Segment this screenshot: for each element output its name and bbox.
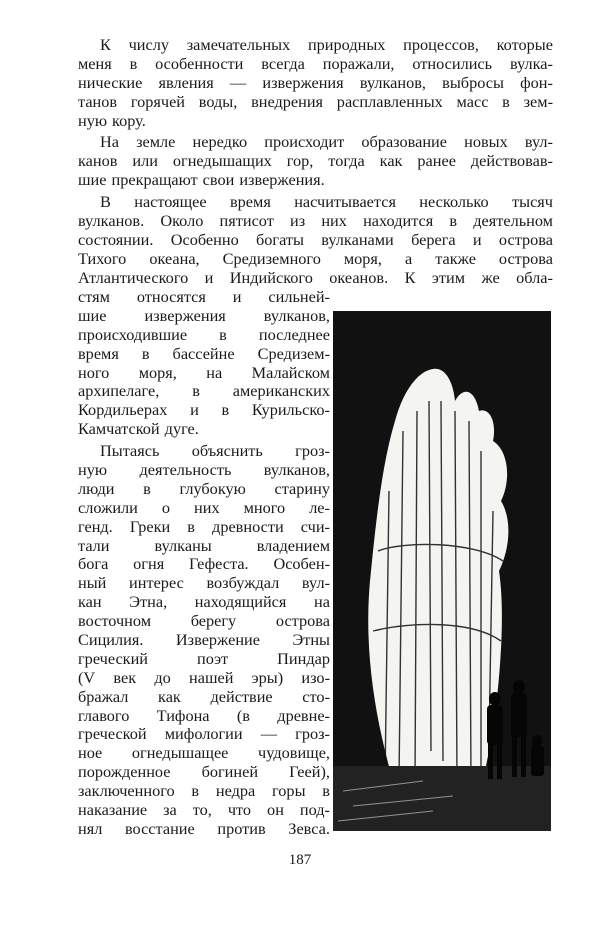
- text-line: ную деятельность вулканов,: [78, 460, 330, 480]
- text-line: вулканов. Около пятисот из них находится в деятельном: [78, 211, 553, 231]
- text-line: ный интерес возбуждал вул-: [78, 573, 330, 593]
- text-line: танов горячей воды, внедрения расплавленных масс в зем-: [78, 91, 553, 111]
- text-line: ную кору.: [78, 110, 146, 130]
- text-line: Пытаясь объяснить гроз-: [100, 441, 330, 461]
- geyser-illustration: [333, 311, 551, 831]
- text-line: ное огнедышащее чудовище,: [78, 743, 330, 763]
- text-line: Сицилия. Извержение Этны: [78, 630, 330, 650]
- text-line: стям относятся и сильней-: [78, 287, 330, 306]
- text-line: порожденное богиней Геей),: [78, 762, 330, 782]
- text-line: время в бассейне Средизем-: [78, 343, 330, 363]
- text-line: Атлантического и Индийского океанов. К этим же обла-: [78, 267, 553, 287]
- text-line: ного моря, на Малайском: [78, 362, 330, 382]
- text-line: генд. Греки в древности счи-: [78, 516, 330, 536]
- text-line: меня в особенности всегда поражали, относились вулка-: [78, 53, 553, 73]
- text-line: нические явления — извержения вулканов, выбросы фон-: [78, 72, 553, 92]
- text-line: бога огня Гефеста. Особен-: [78, 554, 330, 574]
- text-line: заключенного в недра горы в: [78, 781, 330, 801]
- text-line: восточном берегу острова: [78, 611, 330, 631]
- full-width-text: [78, 36, 553, 288]
- text-line: Камчатской дуге.: [78, 419, 199, 439]
- text-line: происходившие в последнее: [78, 324, 330, 344]
- text-line: (V век до нашей эры) изо-: [78, 667, 330, 687]
- text-line: сложили о них много ле-: [78, 497, 330, 517]
- text-line: шие прекращают свои извержения.: [78, 170, 325, 190]
- text-line: нял восстание против Зевса.: [78, 818, 330, 838]
- page-number: 187: [288, 852, 312, 868]
- text-line: В настоящее время насчитывается несколько тысяч: [100, 192, 553, 212]
- text-line: На земле нередко происходит образование новых вул-: [100, 132, 553, 152]
- text-line: греческой мифологии — гроз-: [78, 724, 330, 744]
- text-line: архипелаге, в американских: [78, 381, 330, 401]
- text-line: главого Тифона (в древне-: [78, 705, 330, 725]
- text-line: канов или огнедышащих гор, тогда как ранее действовав-: [78, 151, 553, 171]
- narrow-column-text: [78, 288, 330, 839]
- text-line: шие извержения вулканов,: [78, 305, 330, 325]
- text-line: люди в глубокую старину: [78, 478, 330, 498]
- text-line: бражал как действие сто-: [78, 686, 330, 706]
- text-line: кан Этна, находящийся на: [78, 592, 330, 612]
- text-line: греческий поэт Пиндар: [78, 648, 330, 668]
- text-line: Тихого океана, Средиземного моря, а также острова: [78, 248, 553, 268]
- text-line: К числу замечательных природных процессов, которые: [100, 35, 553, 54]
- text-line: тали вулканы владением: [78, 535, 330, 555]
- text-line: наказание за то, что он под-: [78, 800, 330, 820]
- text-line: Кордильерах и в Курильско-: [78, 400, 330, 420]
- text-line: состоянии. Особенно богаты вулканами берега и острова: [78, 229, 553, 249]
